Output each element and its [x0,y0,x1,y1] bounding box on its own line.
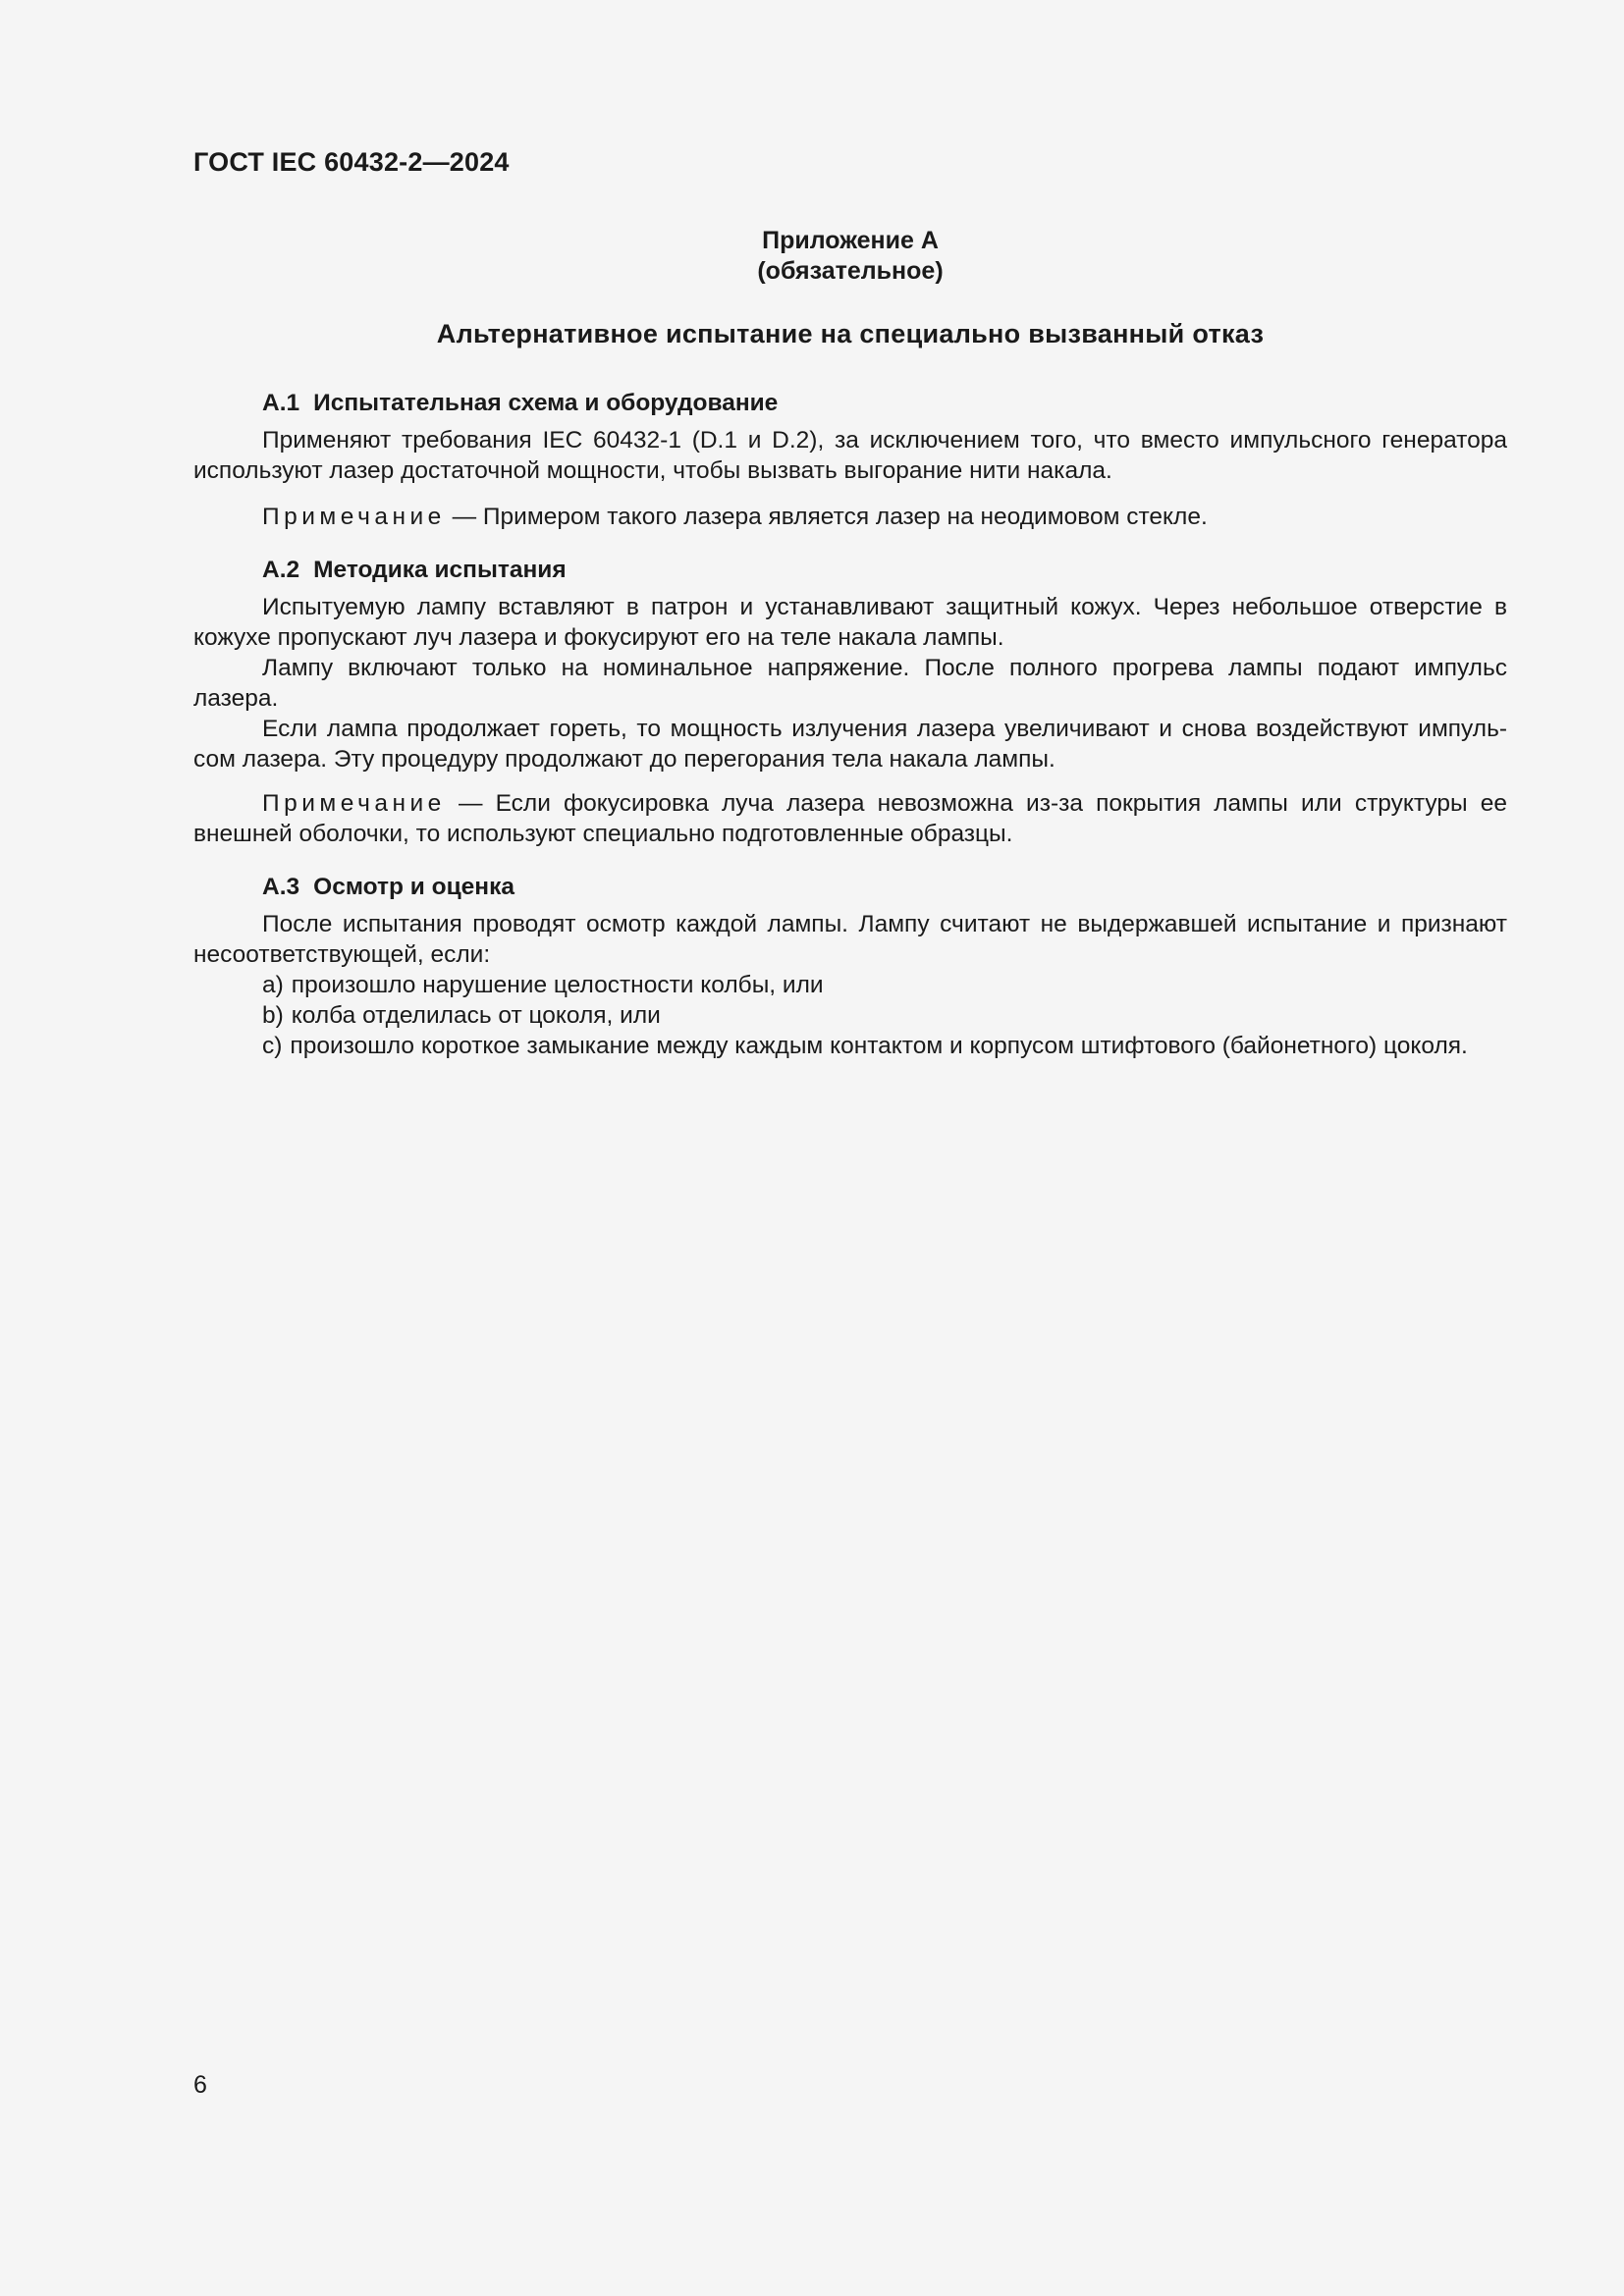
paragraph: Применяют требования IEC 60432-1 (D.1 и D.2), за исключением того, что вместо импульсного генератора используют лазер достаточной мощности, чтобы вызвать выгорание нити накала. [193,427,1507,484]
section-number: А.1 [262,390,300,416]
section-title: Испытательная схема и оборудование [313,390,779,416]
list-text: произошло нарушение целостности колбы, или [291,972,824,998]
section-heading-a2 [262,555,567,585]
section-a1-body [193,425,1507,486]
document-header: ГОСТ IEC 60432-2—2024 [193,147,510,177]
annex-title: Альтернативное испытание на специально вызванный отказ [436,319,1265,348]
section-heading-a3 [262,872,514,902]
annex-label: Приложение А [762,227,939,254]
paragraph: После испытания проводят осмотр каждой лампы. Лампу считают не выдержавшей испытание и признают несоответствующей, если: [193,911,1507,968]
section-a3-body [193,909,1507,1061]
list-item [193,1000,1507,1031]
note-text: — Если фокусировка луча лазера невозможна из-за покрытия лампы или структуры ее внешней оболочки, то используют специально подготовленные образцы. [193,790,1507,847]
paragraph: Испытуемую лампу вставляют в патрон и устанавливают защитный кожух. Через небольшое отверстие в кожухе пропускают луч лазера и фокусируют его на теле накала лампы. [193,594,1507,651]
annex-status: (обязательное) [757,257,944,285]
list-marker: c) [262,1033,283,1059]
note-text: — Примером такого лазера является лазер на неодимовом стекле. [445,504,1208,530]
list-marker: b) [262,1002,284,1029]
note-word: Примечание [262,504,446,530]
note-a1 [193,502,1507,532]
note-paragraph [193,788,1507,849]
paragraph: Если лампа продолжает гореть, то мощность излучения лазера увеличивают и снова воздействуют импуль-сом лазера. Эту процедуру продолжают до перегорания тела накала лампы. [193,716,1507,773]
list-marker: a) [262,972,284,998]
list-item [193,970,1507,1000]
list-text: колба отделилась от цоколя, или [291,1002,661,1029]
list-item [193,1031,1507,1061]
section-number: А.2 [262,557,300,583]
section-title: Методика испытания [313,557,567,583]
note-a2 [193,788,1507,849]
section-a2-body [193,592,1507,774]
page-number: 6 [193,2071,207,2099]
note-word: Примечание [262,790,446,817]
list-text: произошло короткое замыкание между каждым контактом и корпусом штифтового (байонетного) цоколя. [290,1033,1468,1059]
section-number: А.3 [262,874,300,900]
paragraph: Лампу включают только на номинальное напряжение. После полного прогрева лампы подают импульс лазера. [193,655,1507,712]
section-heading-a1 [262,388,778,418]
note-paragraph [193,502,1507,532]
section-title: Осмотр и оценка [313,874,514,900]
